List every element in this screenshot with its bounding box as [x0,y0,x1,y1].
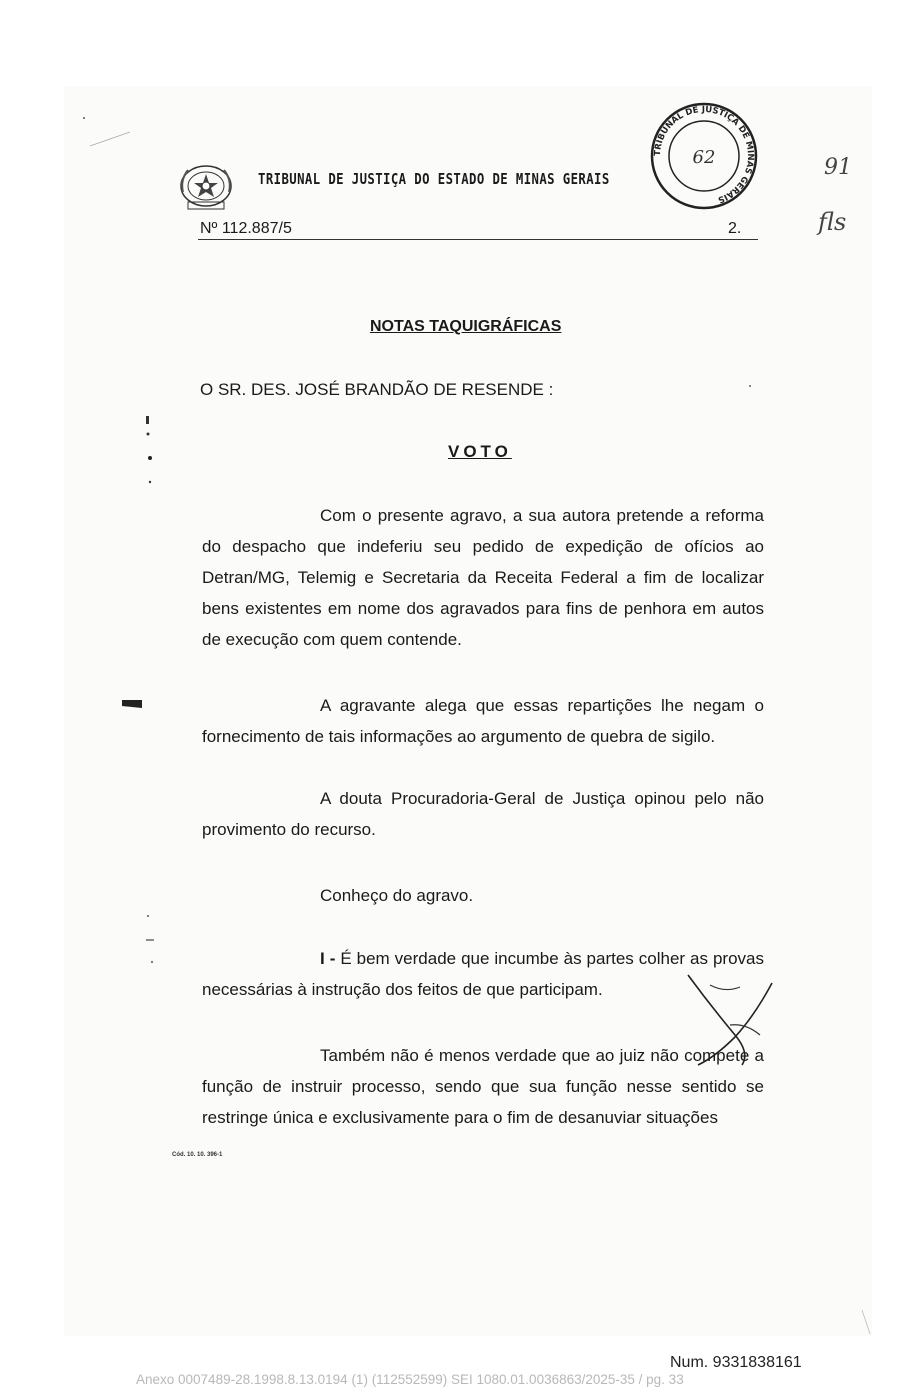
coat-of-arms-icon [178,162,234,212]
margin-folio: 91 [824,155,852,180]
footer-reference: Anexo 0007489-28.1998.8.13.0194 (1) (112552599) SEI 1080.01.0036863/2025-35 / pg. 33 [136,1372,684,1387]
document-title: NOTAS TAQUIGRÁFICAS [370,318,562,335]
paragraph-6-text: Também não é menos verdade que ao juiz não compete a função de instruir processo, sendo que sua função nesse sentido se restringe única e exclusivamente para o fim de desanuviar situações [202,1046,764,1127]
speaker-line: O SR. DES. JOSÉ BRANDÃO DE RESENDE : [200,380,554,399]
item-number: I - [320,949,336,968]
document-id: Num. 9331838161 [670,1354,802,1371]
page-number: 2. [728,220,742,237]
paragraph-2 [202,690,764,752]
process-number: Nº 112.887/5 [200,220,292,237]
paragraph-3-text: A douta Procuradoria-Geral de Justiça opinou pelo não provimento do recurso. [202,789,764,839]
paragraph-1-text: Com o presente agravo, a sua autora pretende a reforma do despacho que indeferiu seu pedido de expedição de ofícios ao Detran/MG, Telemig e Secretaria da Receita Federal a fim de localizar bens existentes em nome dos agravados para fins de penhora em autos de execução com quem contende. [202,506,764,649]
paragraph-3 [202,783,764,845]
court-name: TRIBUNAL DE JUSTIÇA DO ESTADO DE MINAS GERAIS [258,170,610,188]
paragraph-2-text: A agravante alega que essas repartições lhe negam o fornecimento de tais informações ao argumento de quebra de sigilo. [202,696,764,746]
header-divider [198,239,758,240]
court-seal-stamp [648,100,760,212]
stamp-folio: 62 [692,147,716,168]
stamp-ring-text: TRIBUNAL DE JUSTIÇA DE MINAS GERAIS [652,104,756,205]
paragraph-5-text: É bem verdade que incumbe às partes colher as provas necessárias à instrução dos feitos de que participam. [202,949,764,999]
form-code: Cód. 10. 10. 396-1 [172,1152,223,1158]
paragraph-4-text: Conheço do agravo. [320,886,474,905]
margin-annotation [810,148,860,248]
margin-initials: fls [818,208,847,236]
section-heading: VOTO [448,442,512,461]
paragraph-1 [202,500,764,655]
paragraph-4 [202,880,764,911]
handwritten-rubric [680,965,785,1075]
